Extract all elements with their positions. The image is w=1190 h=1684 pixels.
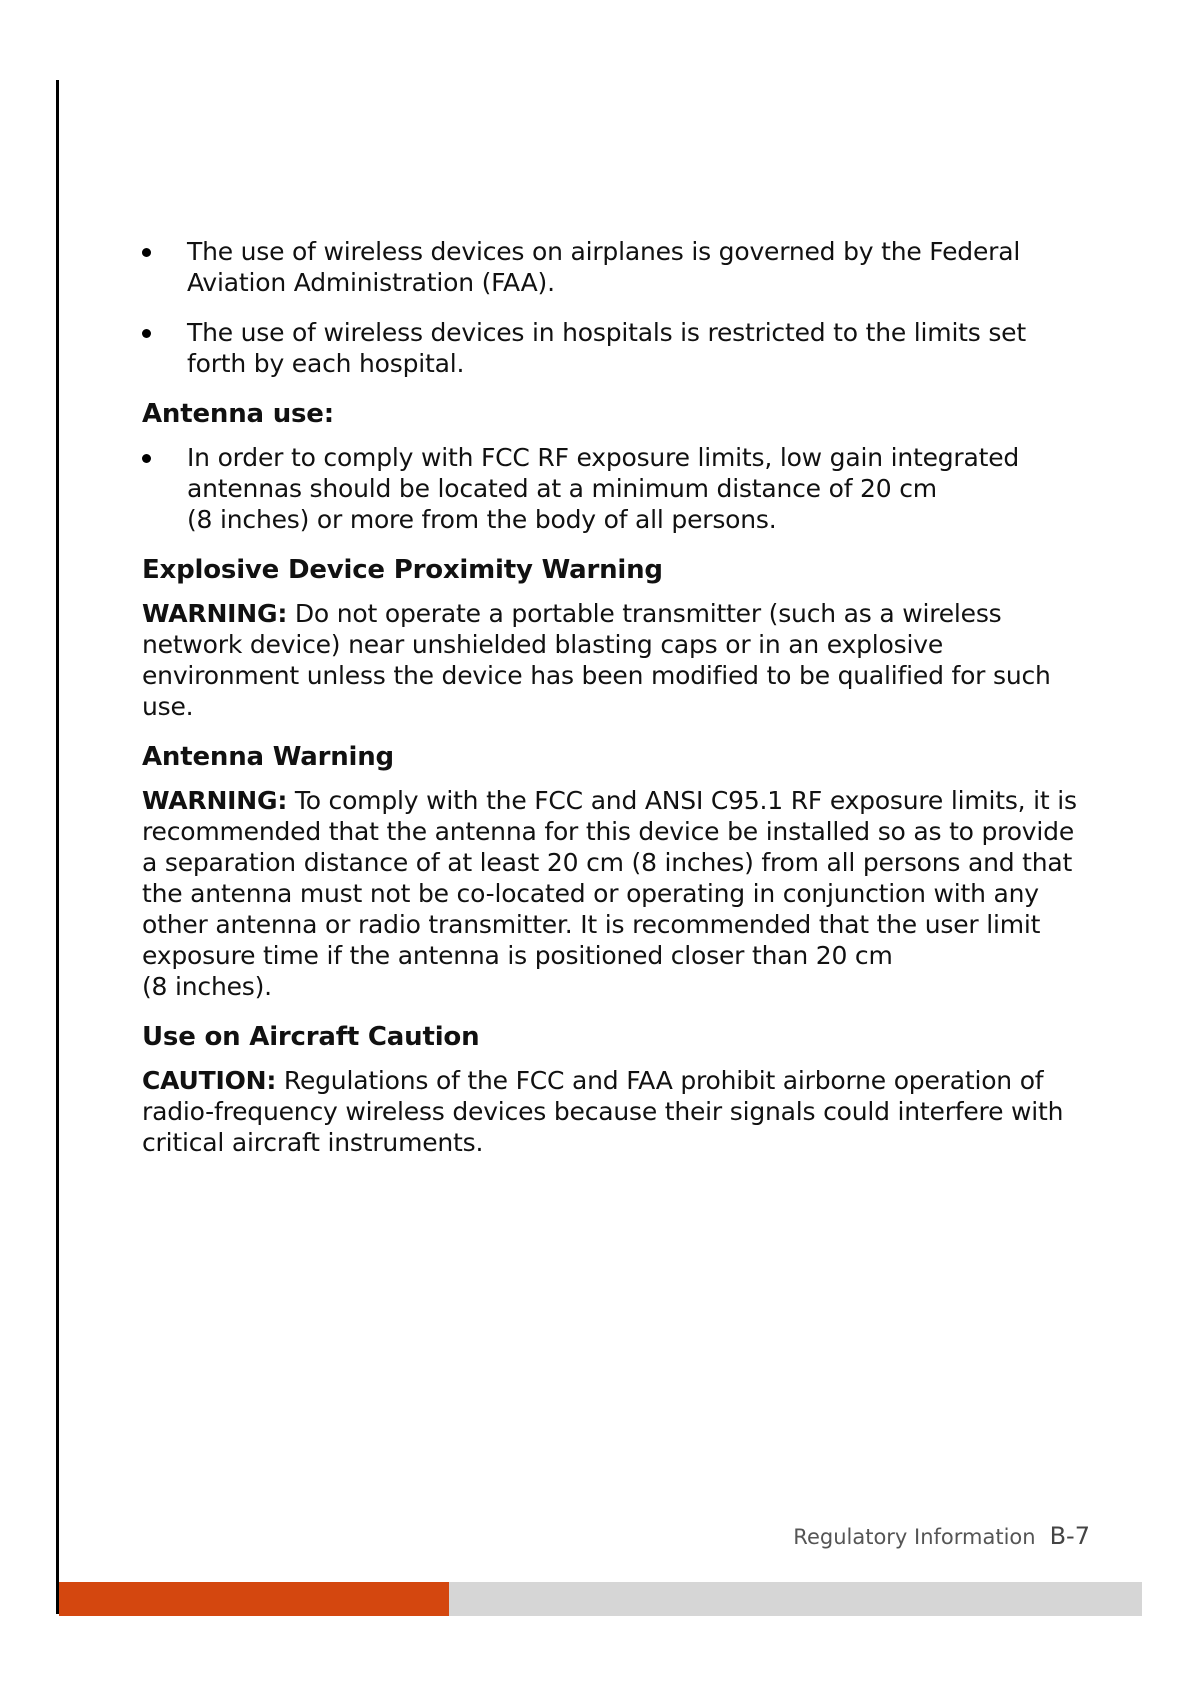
antenna-warning-paragraph [142,785,1082,1002]
page-number: B-7 [1049,1522,1090,1550]
aircraft-caution-heading: Use on Aircraft Caution [142,1022,480,1052]
bullet-icon [142,454,151,463]
caution-label: CAUTION: [142,1066,277,1095]
list-item-line: In order to comply with FCC RF exposure limits, low gain integrated [187,443,1020,472]
warning-text: To comply with the FCC and ANSI C95.1 RF exposure limits, it is recommended that the antenna for this device be installed so as to provide a separation distance of at least 20 cm (8 inches) from all persons and that the antenna must not be co-located or operating in conjunction with any other antenna or radio transmitter. It is recommended that the user limit exposure time if the antenna is positioned closer than 20 cm [142,786,1077,970]
left-margin-rule [56,80,59,1614]
footer-track-bar [449,1582,1142,1616]
bullet-icon [142,248,151,257]
aircraft-caution-paragraph [142,1065,1082,1158]
page-content [142,236,1082,1177]
list-item-text: The use of wireless devices on airplanes is governed by the Federal Aviation Administration (FAA). [187,237,1021,297]
antenna-use-heading: Antenna use: [142,399,334,429]
caution-text: Regulations of the FCC and FAA prohibit airborne operation of radio-frequency wireless devices because their signals could interfere with critical aircraft instruments. [142,1066,1064,1157]
list-item-line: antennas should be located at a minimum distance of 20 cm [187,474,937,503]
warning-text-tail: (8 inches). [142,972,272,1001]
antenna-use-list [142,442,1082,535]
footer-accent-bar [59,1582,449,1616]
warning-text: Do not operate a portable transmitter (such as a wireless network device) near unshielded blasting caps or in an explosive environment unless the device has been modified to be qualified for such use. [142,599,1051,721]
bullet-icon [142,329,151,338]
list-item-line: (8 inches) or more from the body of all persons. [187,505,777,534]
list-item [142,236,1082,298]
warning-label: WARNING: [142,786,288,815]
explosive-warning-heading: Explosive Device Proximity Warning [142,555,663,585]
antenna-warning-heading: Antenna Warning [142,742,394,772]
warning-label: WARNING: [142,599,288,628]
list-item-text: The use of wireless devices in hospitals is restricted to the limits set forth by each hospital. [187,318,1026,378]
page-footer [793,1522,1090,1550]
explosive-warning-paragraph [142,598,1082,722]
wireless-use-list [142,236,1082,379]
list-item [142,317,1082,379]
footer-section-title: Regulatory Information [793,1525,1036,1549]
list-item [142,442,1082,535]
